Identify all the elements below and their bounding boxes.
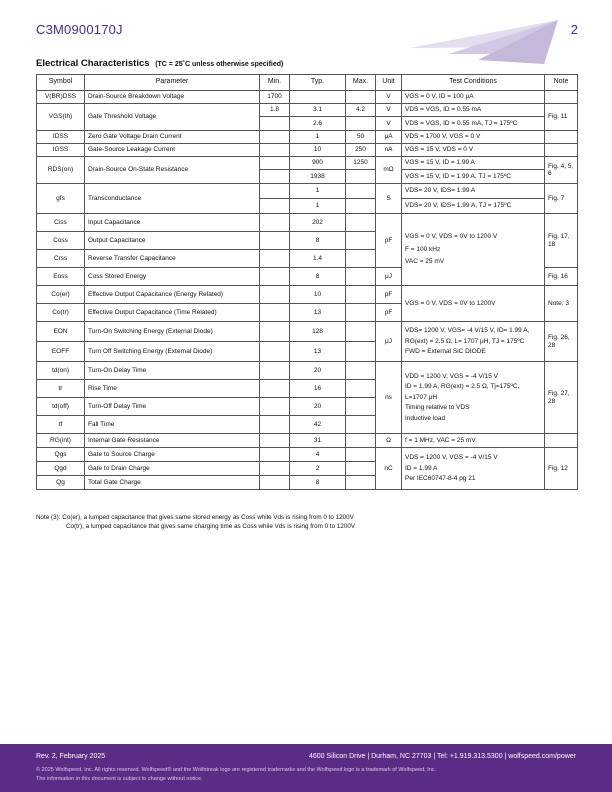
header-typ: Typ. [290,75,346,91]
cell-conditions [402,184,545,199]
cell-max [346,232,376,250]
cell-conditions [402,434,545,448]
cell-conditions [402,157,545,170]
header-note: Note [545,75,578,91]
cell-symbol: tf [37,416,85,434]
condition-line: VDS = 1200 V, VGS = -4 V/15 V [405,454,498,462]
header-test-conditions: Test Conditions [402,75,545,91]
cell-symbol: IDSS [37,131,85,144]
cell-max: 250 [346,144,376,157]
condition-line: VDS = VGS, ID = 0.55 mA [405,106,482,114]
cell-parameter: Effective Output Capacitance (Energy Related) [85,286,260,304]
cell-max [346,268,376,286]
cell-unit: nC [376,448,402,490]
cell-unit: pF [376,304,402,322]
condition-line: VAC = 25 mV [405,258,445,266]
cell-min [260,286,290,304]
condition-line: f = 1 MHz, VAC = 25 mV [405,436,476,444]
cell-note: Fig. 4, 5, 6 [545,157,578,184]
cell-typ: 42 [290,416,346,434]
footnote-line-1: Note (3): Co(er), a lumped capacitance that gives same stored energy as Coss while Vds is rising from 0 to 1200V [36,514,354,521]
cell-conditions [402,104,545,117]
condition-line: L=1707 μH [405,393,438,401]
cell-max [346,434,376,448]
cell-min [260,322,290,342]
cell-min [260,157,290,170]
header-min: Min. [260,75,290,91]
cell-conditions [402,448,545,490]
condition-line: VDS= 20 V, IDS= 1.99 A, TJ = 175ºC [405,202,512,210]
cell-min [260,199,290,214]
cell-typ: 1.4 [290,250,346,268]
table-row [37,104,578,117]
cell-min [260,304,290,322]
cell-parameter: Reverse Transfer Capacitance [85,250,260,268]
cell-max [346,380,376,398]
cell-typ: 2 [290,462,346,476]
cell-note: Fig. 27, 28 [545,362,578,434]
cell-min [260,184,290,199]
condition-line: ID = 1.99 A [405,464,438,472]
cell-max [346,476,376,490]
cell-typ: 8 [290,232,346,250]
cell-min: 1.8 [260,104,290,117]
cell-max [346,342,376,362]
table-row [37,184,578,199]
cell-symbol: Qgd [37,462,85,476]
cell-symbol: td(on) [37,362,85,380]
cell-parameter: Gate-Source Leakage Current [85,144,260,157]
cell-symbol: Qg [37,476,85,490]
cell-parameter: Gate to Source Charge [85,448,260,462]
cell-typ [290,91,346,104]
table-row [37,144,578,157]
cell-max [346,199,376,214]
condition-line: VDD = 1200 V, VGS = -4 V/15 V [405,372,498,380]
cell-symbol: RG(int) [37,434,85,448]
cell-typ: 16 [290,380,346,398]
cell-min [260,448,290,462]
table-row [37,448,578,462]
cell-min [260,342,290,362]
cell-unit: μJ [376,268,402,286]
footer-revision: Rev. 2, February 2025 [36,753,106,760]
condition-line: RG(ext) = 2.5 Ω, L= 1707 μH, TJ = 175ºC [405,337,525,345]
cell-conditions [402,170,545,184]
wolfstreak-logo-icon [408,14,558,74]
cell-parameter: Total Gate Charge [85,476,260,490]
cell-conditions [402,144,545,157]
cell-note [545,144,578,157]
cell-note: Fig. 7 [545,184,578,214]
cell-unit: nA [376,144,402,157]
table-row [37,322,578,342]
cell-parameter: Turn-On Delay Time [85,362,260,380]
cell-note [545,91,578,104]
cell-symbol: Eoss [37,268,85,286]
condition-line: Inductive load [405,414,446,422]
section-title-text: Electrical Characteristics [36,58,150,69]
condition-line: VDS = 1700 V, VGS = 0 V [405,133,481,141]
footnote-line-2: Co(tr), a lumped capacitance that gives same charging time as Coss while Vds is rising from 0 to 1200V [66,523,356,530]
cell-min [260,131,290,144]
cell-conditions [402,214,545,286]
cell-typ: 8 [290,476,346,490]
cell-min [260,214,290,232]
table-row [37,131,578,144]
condition-line: VGS = 0 V, VDS = 0V to 1200V [405,299,496,307]
condition-line: VGS = 0 V, VDS = 0V to 1200 V [405,233,498,241]
section-title [36,58,283,69]
cell-parameter: Gate to Drain Charge [85,462,260,476]
condition-line: VDS= 20 V, IDS= 1.99 A [405,187,476,195]
footnote [36,513,355,531]
cell-typ: 1 [290,199,346,214]
cell-parameter: Rise Time [85,380,260,398]
cell-conditions [402,286,545,322]
cell-max [346,184,376,199]
cell-typ: 20 [290,362,346,380]
section-conditions: (TC = 25˚C unless otherwise specified) [155,61,284,68]
cell-max: 4.2 [346,104,376,117]
part-number: C3M0900170J [36,22,123,37]
cell-max [346,416,376,434]
cell-symbol: tr [37,380,85,398]
cell-min [260,434,290,448]
cell-typ: 900 [290,157,346,170]
cell-max [346,398,376,416]
cell-note: Fig. 12 [545,448,578,490]
condition-line: Timing relative to VDS [405,404,470,412]
cell-note: Fig. 11 [545,104,578,131]
cell-min [260,268,290,286]
cell-note: Fig. 26, 28 [545,322,578,362]
condition-line: ID = 1.99 A, RG(ext) = 2.5 Ω, Tj=175ºC, [405,383,520,391]
cell-symbol: Qgs [37,448,85,462]
cell-parameter: Coss Stored Energy [85,268,260,286]
cell-typ: 4 [290,448,346,462]
cell-symbol: Crss [37,250,85,268]
cell-min: 1700 [260,91,290,104]
header-unit: Unit [376,75,402,91]
cell-note: Fig. 17, 18 [545,214,578,268]
table-row [37,214,578,232]
cell-min [260,416,290,434]
cell-symbol: Co(er) [37,286,85,304]
cell-note [545,434,578,448]
cell-typ: 2.6 [290,117,346,131]
cell-symbol: V(BR)DSS [37,91,85,104]
condition-line: F = 100 kHz [405,245,441,253]
cell-typ: 1938 [290,170,346,184]
cell-parameter: Transconductance [85,184,260,214]
cell-symbol: Ciss [37,214,85,232]
cell-conditions [402,322,545,362]
cell-parameter: Zero Gate Voltage Drain Current [85,131,260,144]
cell-max [346,214,376,232]
cell-typ: 128 [290,322,346,342]
cell-unit: ns [376,362,402,434]
cell-symbol: Co(tr) [37,304,85,322]
cell-typ: 13 [290,342,346,362]
cell-parameter: Drain-Source On-State Resistance [85,157,260,184]
cell-max [346,286,376,304]
cell-min [260,250,290,268]
table-row [37,434,578,448]
cell-symbol: Coss [37,232,85,250]
cell-typ: 13 [290,304,346,322]
cell-unit: Ω [376,434,402,448]
condition-line: VGS = 15 V, ID = 1.99 A, TJ = 175ºC [405,172,511,180]
cell-typ: 1 [290,131,346,144]
cell-max [346,322,376,342]
cell-typ: 1 [290,184,346,199]
cell-unit: S [376,184,402,214]
table-row [37,286,578,304]
cell-min [260,362,290,380]
cell-parameter: Effective Output Capacitance (Time Related) [85,304,260,322]
cell-max [346,362,376,380]
cell-conditions [402,362,545,434]
cell-unit: mΩ [376,157,402,184]
electrical-characteristics-table [36,74,578,490]
cell-parameter: Gate Threshold Voltage [85,104,260,131]
cell-conditions [402,131,545,144]
cell-max [346,304,376,322]
cell-typ: 3.1 [290,104,346,117]
cell-unit: V [376,91,402,104]
cell-parameter: Input Capacitance [85,214,260,232]
cell-max [346,91,376,104]
cell-parameter: Drain-Source Breakdown Voltage [85,91,260,104]
condition-line: VDS= 1200 V, VGS= -4 V/15 V, ID= 1.99 A, [405,327,530,335]
cell-parameter: Turn Off Switching Energy (External Diode) [85,342,260,362]
cell-max [346,448,376,462]
header-parameter: Parameter [85,75,260,91]
cell-typ: 202 [290,214,346,232]
cell-unit: μJ [376,322,402,362]
cell-typ: 31 [290,434,346,448]
cell-min [260,476,290,490]
cell-symbol: RDS(on) [37,157,85,184]
footer-legal [36,766,436,784]
cell-unit: pF [376,214,402,268]
cell-conditions [402,91,545,104]
cell-symbol: IGSS [37,144,85,157]
cell-parameter: Internal Gate Resistance [85,434,260,448]
cell-conditions [402,199,545,214]
page-number: 2 [570,22,578,37]
footer-copyright: © 2025 Wolfspeed, Inc. All rights reserved. Wolfspeed® and the Wolfstreak logo are registered trademarks and the Wolfspeed logo is a trademark of Wolfspeed, Inc. [36,767,437,773]
cell-max [346,250,376,268]
cell-max [346,462,376,476]
cell-parameter: Turn-Off Delay Time [85,398,260,416]
table-row [37,157,578,170]
condition-line: VGS = 0 V, ID = 100 μA [405,93,474,101]
table-header-row [37,75,578,91]
condition-line: Per IEC60747-8-4 pg 21 [405,475,476,483]
cell-symbol: td(off) [37,398,85,416]
cell-min [260,117,290,131]
cell-conditions [402,117,545,131]
header-max: Max. [346,75,376,91]
cell-symbol: gfs [37,184,85,214]
cell-min [260,144,290,157]
cell-typ: 20 [290,398,346,416]
cell-max: 50 [346,131,376,144]
cell-min [260,232,290,250]
cell-note [545,131,578,144]
header-symbol: Symbol [37,75,85,91]
cell-note: Note: 3 [545,286,578,322]
cell-min [260,170,290,184]
cell-min [260,398,290,416]
cell-note: Fig. 16 [545,268,578,286]
cell-max [346,170,376,184]
cell-unit: V [376,117,402,131]
cell-max: 1250 [346,157,376,170]
table-row [37,91,578,104]
cell-unit: V [376,104,402,117]
cell-parameter: Fall Time [85,416,260,434]
cell-symbol: EOFF [37,342,85,362]
footer-disclaimer: The information in this document is subject to change without notice. [36,776,203,782]
footer-address: 4600 Silicon Drive | Durham, NC 27703 | Tel: +1.919.313.5300 | wolfspeed.com/power [308,753,576,760]
cell-typ: 10 [290,144,346,157]
cell-unit: μA [376,131,402,144]
cell-typ: 10 [290,286,346,304]
condition-line: VDS = VGS, ID = 0.55 mA, TJ = 175ºC [405,119,518,127]
cell-max [346,117,376,131]
cell-min [260,462,290,476]
cell-unit: pF [376,286,402,304]
cell-min [260,380,290,398]
condition-line: FWD = External SiC DIODE [405,348,486,356]
condition-line: VGS = 15 V, VDS = 0 V [405,146,474,154]
cell-parameter: Turn-On Switching Energy (External Diode) [85,322,260,342]
cell-typ: 8 [290,268,346,286]
cell-parameter: Output Capacitance [85,232,260,250]
table-row [37,362,578,380]
condition-line: VGS = 15 V, ID = 1.99 A [405,159,475,167]
page-footer [0,744,612,792]
cell-symbol: VGS(th) [37,104,85,131]
cell-symbol: EON [37,322,85,342]
